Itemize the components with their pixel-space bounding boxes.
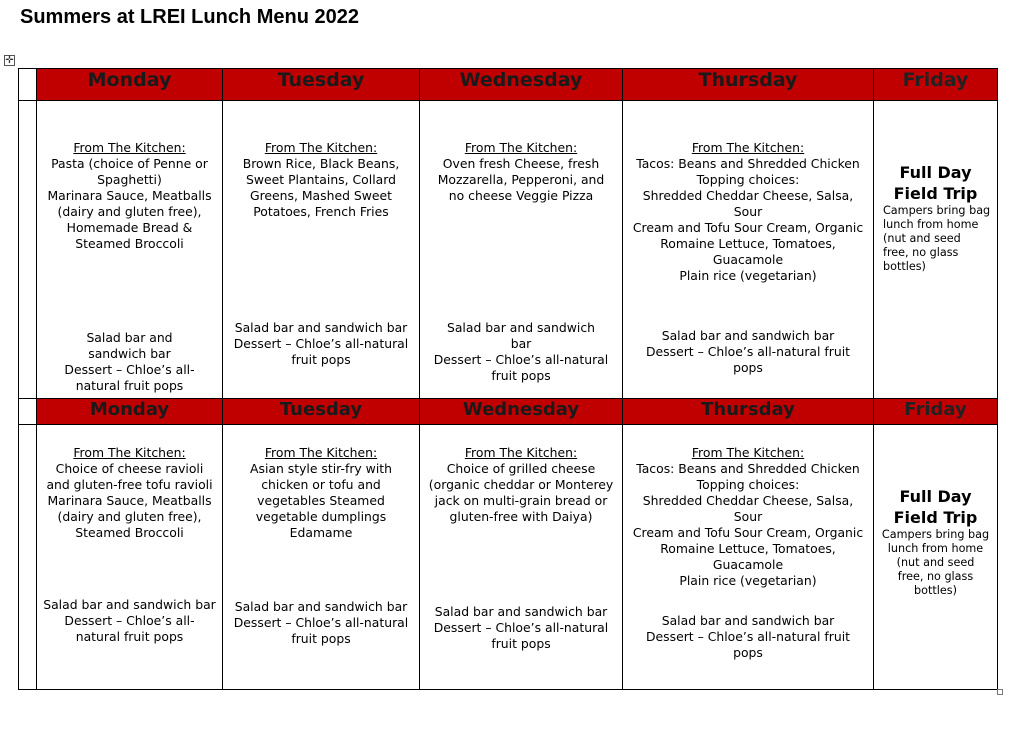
text-line: Shredded Cheddar Cheese, Salsa, Sour — [642, 493, 854, 524]
text-line: Brown Rice, Black Beans, — [242, 156, 400, 171]
kitchen-items — [41, 156, 218, 252]
text-line: Sweet Plantains, Collard — [246, 172, 396, 187]
text-line: Greens, Mashed Sweet — [250, 188, 392, 203]
text-line: Salad bar and — [86, 330, 173, 345]
text-line: pops — [733, 645, 763, 660]
text-line: fruit pops — [491, 368, 551, 383]
text-line: bottles) — [914, 584, 957, 597]
dessert-items — [424, 320, 618, 384]
text-line: Plain rice (vegetarian) — [679, 573, 817, 588]
menu-cell-week2-thursday[interactable] — [623, 425, 874, 690]
dessert-items — [627, 613, 869, 661]
dessert-items — [227, 599, 415, 647]
menu-cell-week1-friday[interactable] — [874, 101, 998, 399]
text-line: natural fruit pops — [75, 629, 184, 644]
text-line: Full Day — [899, 163, 972, 182]
text-line: Marinara Sauce, Meatballs — [47, 188, 212, 203]
text-line: Dessert – Chloe’s all- — [64, 613, 195, 628]
text-line: (dairy and gluten free), — [57, 204, 202, 219]
menu-cell-week2-tuesday[interactable] — [223, 425, 420, 690]
text-line: and gluten-free tofu ravioli — [46, 477, 213, 492]
row-gutter — [19, 101, 37, 399]
menu-cell-week1-monday[interactable] — [37, 101, 223, 399]
text-line: jack on multi-grain bread or — [434, 493, 608, 508]
kitchen-items — [627, 156, 869, 284]
text-line: Campers bring bag — [881, 528, 990, 541]
text-line: (nut and seed — [896, 556, 975, 569]
kitchen-heading: From The Kitchen: — [691, 445, 805, 460]
text-line: Salad bar and sandwich bar — [661, 328, 835, 343]
text-line: Guacamole — [712, 252, 784, 267]
text-line: free, no glass — [897, 570, 974, 583]
day-header-tuesday: Tuesday — [223, 399, 420, 425]
text-line: Steamed Broccoli — [75, 525, 184, 540]
text-line: Edamame — [289, 525, 353, 540]
dessert-items — [41, 330, 218, 394]
dessert-items — [424, 604, 618, 652]
text-line: Asian style stir-fry with — [250, 461, 392, 476]
text-line: Choice of grilled cheese — [446, 461, 596, 476]
text-line: Tacos: Beans and Shredded Chicken — [636, 461, 860, 476]
page-title: Summers at LREI Lunch Menu 2022 — [20, 6, 359, 28]
text-line: (dairy and gluten free), — [57, 509, 202, 524]
day-header-wednesday: Wednesday — [420, 69, 623, 101]
text-line: lunch from home — [887, 542, 984, 555]
menu-cell-week1-thursday[interactable] — [623, 101, 874, 399]
field-trip-note — [878, 528, 993, 598]
text-line: Salad bar and sandwich bar — [234, 320, 408, 335]
text-line: Homemade Bread & — [66, 220, 193, 235]
text-line: Cream and Tofu Sour Cream, Organic — [632, 220, 864, 235]
day-header-friday: Friday — [874, 69, 998, 101]
dessert-items — [41, 597, 218, 645]
kitchen-items — [227, 156, 415, 220]
kitchen-heading: From The Kitchen: — [464, 445, 578, 460]
text-line: Romaine Lettuce, Tomatoes, — [660, 236, 836, 251]
text-line: Guacamole — [712, 557, 784, 572]
text-line: fruit pops — [291, 352, 351, 367]
text-line: Dessert – Chloe’s all- — [64, 362, 195, 377]
text-line: Salad bar and sandwich bar — [661, 613, 835, 628]
row-gutter — [19, 69, 37, 101]
text-line: Dessert – Chloe’s all-natural — [233, 336, 409, 351]
text-line: Salad bar and sandwich bar — [43, 597, 216, 612]
text-line: fruit pops — [491, 636, 551, 651]
text-line: no cheese Veggie Pizza — [448, 188, 594, 203]
text-line: Salad bar and sandwich bar — [434, 604, 608, 619]
lunch-menu-table — [18, 68, 998, 690]
text-line: Full Day — [899, 487, 972, 506]
text-line: bar — [510, 336, 532, 351]
row-gutter — [19, 399, 37, 425]
kitchen-heading: From The Kitchen: — [691, 140, 805, 155]
kitchen-heading: From The Kitchen: — [264, 445, 378, 460]
text-line: free, no glass — [883, 246, 959, 259]
kitchen-heading: From The Kitchen: — [264, 140, 378, 155]
header-row-week1 — [19, 69, 998, 101]
text-line: Pasta (choice of Penne or — [51, 156, 208, 171]
text-line: Dessert – Chloe’s all-natural fruit — [646, 629, 850, 644]
kitchen-heading: From The Kitchen: — [73, 445, 186, 460]
text-line: Choice of cheese ravioli — [55, 461, 204, 476]
menu-cell-week1-tuesday[interactable] — [223, 101, 420, 399]
text-line: Tacos: Beans and Shredded Chicken — [636, 156, 860, 171]
text-line: Marinara Sauce, Meatballs — [47, 493, 212, 508]
text-line: Spaghetti) — [97, 172, 162, 187]
text-line: Field Trip — [893, 508, 978, 527]
header-row-week2 — [19, 399, 998, 425]
text-line: sandwich bar — [88, 346, 171, 361]
text-line: Salad bar and sandwich bar — [234, 599, 408, 614]
text-line: vegetables Steamed — [257, 493, 385, 508]
move-icon[interactable]: ✛ — [5, 55, 14, 66]
text-line: Plain rice (vegetarian) — [679, 268, 817, 283]
field-trip-title — [878, 486, 993, 528]
text-line: fruit pops — [291, 631, 351, 646]
text-line: Field Trip — [893, 184, 978, 203]
menu-row-week1 — [19, 101, 998, 399]
menu-cell-week2-wednesday[interactable] — [420, 425, 623, 690]
text-line: Topping choices: — [696, 172, 800, 187]
menu-row-week2 — [19, 425, 998, 690]
text-line: chicken or tofu and — [261, 477, 381, 492]
resize-handle-icon[interactable] — [997, 689, 1003, 695]
text-line: vegetable dumplings — [255, 509, 387, 524]
text-line: Cream and Tofu Sour Cream, Organic — [632, 525, 864, 540]
dessert-items — [227, 320, 415, 368]
day-header-wednesday: Wednesday — [420, 399, 623, 425]
kitchen-items — [627, 461, 869, 589]
text-line: Shredded Cheddar Cheese, Salsa, Sour — [642, 188, 854, 219]
text-line: (organic cheddar or Monterey — [428, 477, 614, 492]
text-line: pops — [733, 360, 763, 375]
text-line: bottles) — [883, 260, 926, 273]
kitchen-items — [41, 461, 218, 541]
text-line: gluten-free with Daiya) — [449, 509, 593, 524]
row-gutter — [19, 425, 37, 690]
day-header-friday: Friday — [874, 399, 998, 425]
text-line: Oven fresh Cheese, fresh — [442, 156, 600, 171]
day-header-tuesday: Tuesday — [223, 69, 420, 101]
menu-cell-week2-monday[interactable] — [37, 425, 223, 690]
text-line: Dessert – Chloe’s all-natural — [433, 352, 609, 367]
kitchen-heading: From The Kitchen: — [73, 140, 186, 155]
text-line: (nut and seed — [883, 232, 961, 245]
menu-cell-week1-wednesday[interactable] — [420, 101, 623, 399]
field-trip-title — [878, 162, 993, 204]
text-line: Potatoes, French Fries — [253, 204, 389, 219]
day-header-thursday: Thursday — [623, 399, 874, 425]
day-header-thursday: Thursday — [623, 69, 874, 101]
kitchen-items — [227, 461, 415, 541]
text-line: Dessert – Chloe’s all-natural — [233, 615, 409, 630]
text-line: Dessert – Chloe’s all-natural fruit — [646, 344, 850, 359]
day-header-monday: Monday — [37, 69, 223, 101]
text-line: Topping choices: — [696, 477, 800, 492]
kitchen-heading: From The Kitchen: — [464, 140, 578, 155]
day-header-monday: Monday — [37, 399, 223, 425]
field-trip-note — [878, 204, 993, 274]
text-line: natural fruit pops — [75, 378, 184, 393]
text-line: Dessert – Chloe’s all-natural — [433, 620, 609, 635]
text-line: lunch from home — [883, 218, 979, 231]
text-line: Campers bring bag — [883, 204, 991, 217]
text-line: Romaine Lettuce, Tomatoes, — [660, 541, 836, 556]
text-line: Steamed Broccoli — [75, 236, 184, 251]
text-line: Mozzarella, Pepperoni, and — [437, 172, 605, 187]
kitchen-items — [424, 156, 618, 204]
menu-cell-week2-friday[interactable] — [874, 425, 998, 690]
text-line: Salad bar and sandwich — [446, 320, 596, 335]
kitchen-items — [424, 461, 618, 525]
dessert-items — [627, 328, 869, 376]
